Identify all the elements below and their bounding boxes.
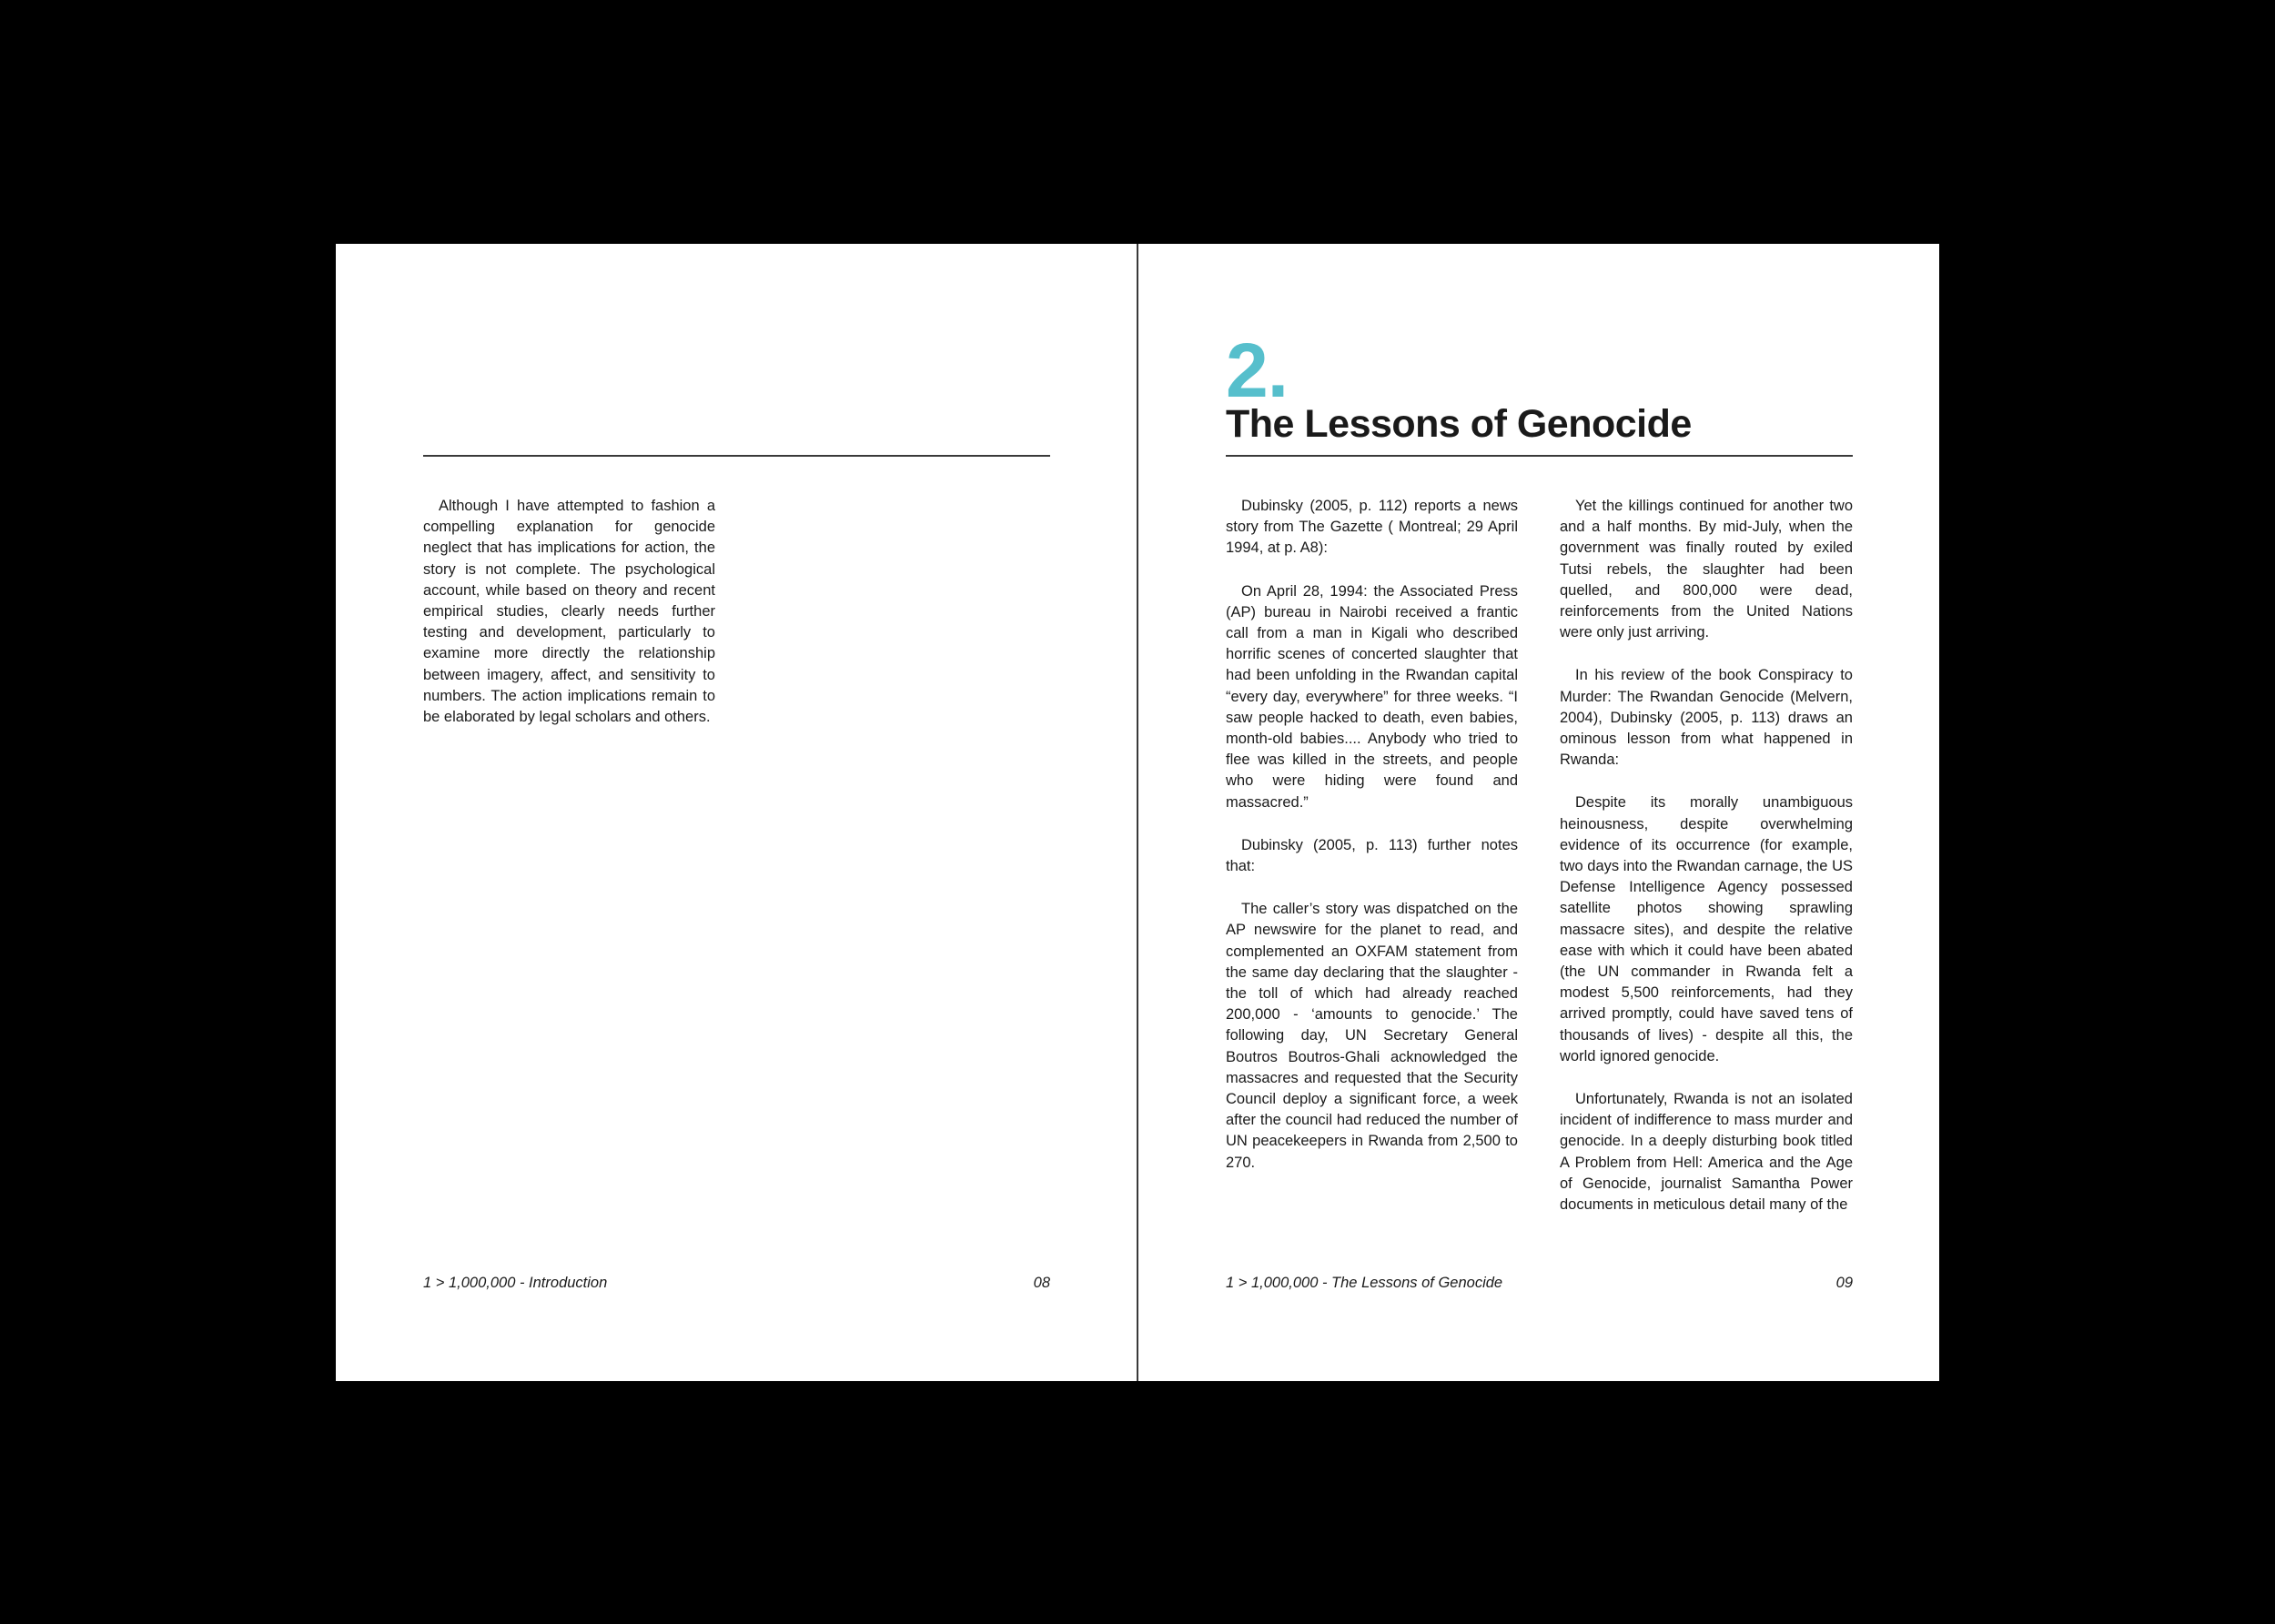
column-1-paragraph-3: Dubinsky (2005, p. 113) further notes that: — [1226, 836, 1518, 875]
left-header-rule — [423, 455, 1050, 457]
column-2-paragraph-2: In his review of the book Conspiracy to Murder: The Rwandan Genocide (Melvern, 2004), Dubinsky (2005, p. 113) draws an ominous lesson from what happened in Rwanda: — [1560, 667, 1853, 769]
column-2-paragraph-4: Unfortunately, Rwanda is not an isolated incident of indifference to mass murder and genocide. In a deeply disturbing book titled A Problem from Hell: America and the Age of Genocide, journalist Samantha Power documents in meticulous detail many of the — [1560, 1091, 1853, 1214]
right-page-number: 09 — [1835, 1275, 1853, 1291]
left-paragraph-1: Although I have attempted to fashion a compelling explanation for genocide neglect that has implications for action, the story is not complete. The psychological account, while based on theory and recent empirical studies, clearly needs further testing and development, particularly to examine more directly the relationship between imagery, affect, and sensitivity to numbers. The action implications remain to be elaborated by legal scholars and others. — [423, 498, 715, 726]
right-header-rule — [1226, 455, 1853, 457]
right-footer-title: 1 > 1,000,000 - The Lessons of Genocide — [1226, 1275, 1503, 1291]
chapter-number: 2. — [1226, 328, 1289, 413]
column-2-paragraph-1: Yet the killings continued for another two and a half months. By mid-July, when the government was finally routed by exiled Tutsi rebels, the slaughter had been quelled, and 800,000 were dead, reinforcements from the United Nations were only just arriving. — [1560, 498, 1853, 641]
left-body-text — [423, 496, 715, 750]
column-2-paragraph-3: Despite its morally unambiguous heinousness, despite overwhelming evidence of its occurrence (for example, two days into the Rwandan carnage, the US Defense Intelligence Agency possessed satellite photos showing sprawling massacre sites), and despite the relative ease with which it could have been abated (the UN commander in Rwanda felt a modest 5,500 reinforcements, had they arrived promptly, could have saved tens of thousands of lives) - despite all this, the world ignored genocide. — [1560, 794, 1853, 1064]
book-spread — [336, 244, 1939, 1381]
right-column-1 — [1226, 496, 1518, 1195]
column-1-paragraph-4: The caller’s story was dispatched on the AP newswire for the planet to read, and complemented an OXFAM statement from the same day declaring that the slaughter - the toll of which had already reached 200,000 - ‘amounts to genocide.’ The following day, UN Secretary General Boutros Boutros-Ghali acknowledged the massacres and requested that the Security Council deploy a significant force, a week after the council had reduced the number of UN peacekeepers in Rwanda from 2,500 to 270. — [1226, 901, 1518, 1171]
left-page-number: 08 — [1033, 1275, 1050, 1291]
column-1-paragraph-2: On April 28, 1994: the Associated Press (AP) bureau in Nairobi received a frantic call from a man in Kigali who described horrific scenes of concerted slaughter that had been unfolding in the Rwandan capital “every day, everywhere” for three weeks. “I saw people hacked to death, even babies, month-old babies.... Anybody who tried to flee was killed in the streets, and people who were hiding were found and massacred.” — [1226, 582, 1518, 811]
page-gutter-line — [1137, 244, 1138, 1381]
left-footer-title: 1 > 1,000,000 - Introduction — [423, 1275, 608, 1291]
column-1-paragraph-1: Dubinsky (2005, p. 112) reports a news story from The Gazette ( Montreal; 29 April 1994, at p. A8): — [1226, 498, 1518, 557]
right-column-2 — [1560, 496, 1853, 1237]
chapter-title: The Lessons of Genocide — [1226, 402, 1692, 446]
